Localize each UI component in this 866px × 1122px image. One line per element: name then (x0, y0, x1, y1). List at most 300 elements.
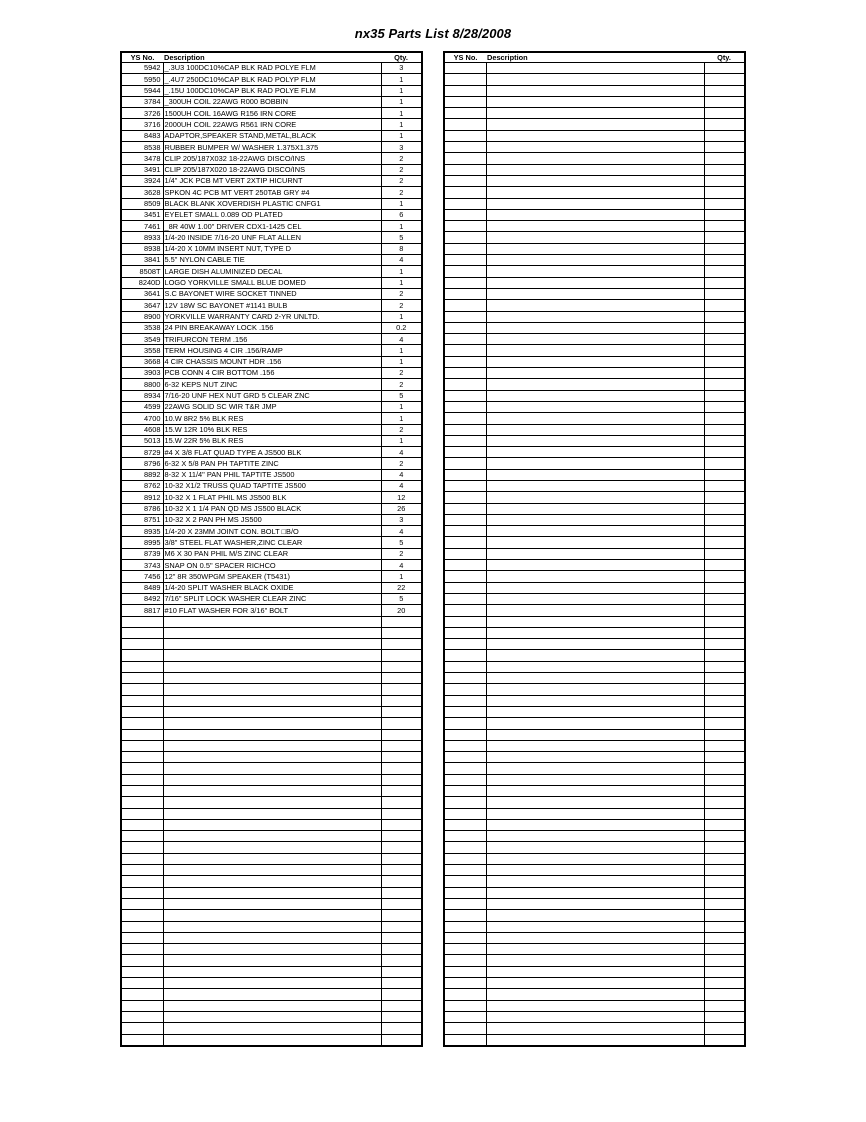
ys-no-cell (444, 108, 486, 119)
description-cell: S.C BAYONET WIRE SOCKET TINNED (163, 288, 381, 299)
qty-cell: 12 (381, 492, 422, 503)
description-cell (486, 978, 704, 989)
qty-cell: 4 (381, 447, 422, 458)
qty-cell: 1 (381, 311, 422, 322)
description-cell (163, 797, 381, 808)
ys-no-cell: 3743 (121, 560, 163, 571)
empty-row (444, 458, 745, 469)
qty-cell (704, 401, 745, 412)
description-cell (486, 379, 704, 390)
table-row (121, 480, 422, 491)
ys-no-cell (121, 763, 163, 774)
description-cell (486, 480, 704, 491)
qty-cell: 2 (381, 187, 422, 198)
description-cell (486, 706, 704, 717)
description-cell (163, 944, 381, 955)
ys-no-cell (444, 695, 486, 706)
description-cell: 6-32 KEPS NUT ZINC (163, 379, 381, 390)
description-cell (486, 774, 704, 785)
qty-cell (704, 639, 745, 650)
description-cell: 10-32 X 2 PAN PH MS JS500 (163, 514, 381, 525)
qty-cell (704, 424, 745, 435)
description-cell (163, 774, 381, 785)
empty-row (444, 797, 745, 808)
qty-cell (381, 966, 422, 977)
qty-cell (381, 616, 422, 627)
empty-row (444, 695, 745, 706)
description-cell (486, 401, 704, 412)
ys-no-cell (444, 842, 486, 853)
empty-row (121, 786, 422, 797)
qty-cell: 1 (381, 221, 422, 232)
empty-row (444, 1011, 745, 1022)
ys-no-cell (444, 345, 486, 356)
table-row (121, 345, 422, 356)
qty-cell (704, 842, 745, 853)
ys-no-cell: 3668 (121, 356, 163, 367)
qty-cell: 5 (381, 232, 422, 243)
description-cell (486, 368, 704, 379)
ys-no-cell: 8934 (121, 390, 163, 401)
qty-cell (381, 729, 422, 740)
table-row (121, 368, 422, 379)
ys-no-cell (121, 673, 163, 684)
ys-no-cell (444, 187, 486, 198)
ys-no-cell (121, 910, 163, 921)
ys-no-cell (444, 503, 486, 514)
qty-cell (704, 560, 745, 571)
parts-table-left (120, 51, 423, 1047)
empty-row (444, 921, 745, 932)
ys-no-cell (121, 740, 163, 751)
ys-no-cell (444, 401, 486, 412)
description-cell (486, 514, 704, 525)
qty-cell (704, 548, 745, 559)
empty-row (121, 842, 422, 853)
qty-cell (704, 582, 745, 593)
description-cell (163, 695, 381, 706)
empty-row (444, 63, 745, 74)
empty-row (444, 955, 745, 966)
ys-no-cell (121, 898, 163, 909)
description-cell (163, 1034, 381, 1046)
ys-no-cell (444, 153, 486, 164)
ys-no-cell: 5950 (121, 74, 163, 85)
description-cell: _300UH COIL 22AWG R000 BOBBIN (163, 96, 381, 107)
qty-cell (704, 311, 745, 322)
qty-cell: 22 (381, 582, 422, 593)
ys-no-cell (444, 266, 486, 277)
description-cell (163, 989, 381, 1000)
qty-cell: 2 (381, 368, 422, 379)
ys-no-cell: 3538 (121, 322, 163, 333)
ys-no-cell (444, 1023, 486, 1034)
ys-no-cell (444, 142, 486, 153)
description-cell (486, 435, 704, 446)
empty-row (444, 447, 745, 458)
ys-no-cell (444, 989, 486, 1000)
qty-cell (704, 85, 745, 96)
description-cell (486, 944, 704, 955)
parts-table-right-body (444, 63, 745, 1046)
description-cell (163, 831, 381, 842)
description-cell (163, 729, 381, 740)
qty-cell (381, 978, 422, 989)
ys-no-cell (444, 480, 486, 491)
description-cell (486, 322, 704, 333)
description-cell: 10-32 X1/2 TRUSS QUAD TAPTITE JS500 (163, 480, 381, 491)
table-row (121, 413, 422, 424)
qty-cell: 1 (381, 277, 422, 288)
description-cell: SNAP ON 0.5" SPACER RICHCO (163, 560, 381, 571)
qty-cell (704, 978, 745, 989)
ys-no-cell (444, 458, 486, 469)
description-cell (486, 932, 704, 943)
ys-no-cell (121, 978, 163, 989)
ys-no-header: YS No. (121, 52, 163, 63)
ys-no-cell (444, 492, 486, 503)
empty-row (121, 661, 422, 672)
qty-cell (381, 1034, 422, 1046)
ys-no-cell (121, 887, 163, 898)
qty-cell (704, 865, 745, 876)
qty-cell (381, 718, 422, 729)
empty-row (444, 718, 745, 729)
ys-no-cell (121, 831, 163, 842)
empty-row (444, 639, 745, 650)
description-cell: _.15U 100DC10%CAP BLK RAD POLYE FLM (163, 85, 381, 96)
qty-cell: 2 (381, 153, 422, 164)
empty-row (444, 887, 745, 898)
ys-no-cell (444, 627, 486, 638)
ys-no-cell (444, 786, 486, 797)
qty-cell (381, 740, 422, 751)
empty-row (444, 503, 745, 514)
empty-row (121, 797, 422, 808)
description-cell (486, 130, 704, 141)
description-cell (486, 684, 704, 695)
qty-cell (704, 447, 745, 458)
description-cell (163, 740, 381, 751)
description-cell (486, 921, 704, 932)
qty-cell: 1 (381, 85, 422, 96)
ys-no-cell: 8508T (121, 266, 163, 277)
ys-no-cell (444, 955, 486, 966)
description-cell: 4 CIR CHASSIS MOUNT HDR .156 (163, 356, 381, 367)
empty-row (121, 684, 422, 695)
ys-no-cell: 3628 (121, 187, 163, 198)
ys-no-cell (121, 808, 163, 819)
description-cell (486, 85, 704, 96)
ys-no-cell (444, 379, 486, 390)
ys-no-cell (444, 255, 486, 266)
qty-cell (381, 1000, 422, 1011)
qty-cell (704, 718, 745, 729)
empty-row (444, 944, 745, 955)
empty-row (121, 627, 422, 638)
ys-no-cell (121, 695, 163, 706)
table-row (121, 232, 422, 243)
empty-row (444, 401, 745, 412)
table-row (121, 401, 422, 412)
qty-cell: 1 (381, 435, 422, 446)
ys-no-cell (444, 865, 486, 876)
qty-header: Qty. (381, 52, 422, 63)
ys-no-cell (121, 718, 163, 729)
ys-no-cell (444, 684, 486, 695)
description-cell (486, 413, 704, 424)
ys-no-cell (444, 424, 486, 435)
description-cell: 10-32 X 1 1/4 PAN QD MS JS500 BLACK (163, 503, 381, 514)
description-cell: TERM HOUSING 4 CIR .156/RAMP (163, 345, 381, 356)
description-cell (486, 74, 704, 85)
description-header: Description (163, 52, 381, 63)
description-cell (486, 232, 704, 243)
empty-row (444, 808, 745, 819)
description-cell (486, 989, 704, 1000)
description-cell: EYELET SMALL 0.089 OD PLATED (163, 209, 381, 220)
ys-no-cell (444, 322, 486, 333)
qty-cell: 8 (381, 243, 422, 254)
table-header-row (444, 52, 745, 63)
description-cell (163, 616, 381, 627)
description-cell (486, 209, 704, 220)
qty-cell (381, 673, 422, 684)
qty-cell (704, 605, 745, 616)
empty-row (121, 650, 422, 661)
empty-row (444, 819, 745, 830)
description-cell (163, 921, 381, 932)
description-cell (163, 910, 381, 921)
qty-cell (704, 673, 745, 684)
empty-row (121, 966, 422, 977)
ys-no-cell (444, 718, 486, 729)
table-row (121, 221, 422, 232)
ys-no-cell: 8796 (121, 458, 163, 469)
qty-cell: 4 (381, 480, 422, 491)
ys-no-cell (444, 300, 486, 311)
description-cell (486, 255, 704, 266)
description-cell (163, 819, 381, 830)
qty-cell (704, 537, 745, 548)
description-cell (486, 288, 704, 299)
empty-row (444, 119, 745, 130)
empty-row (121, 1023, 422, 1034)
description-cell (163, 876, 381, 887)
ys-no-cell (121, 786, 163, 797)
table-row (121, 85, 422, 96)
ys-no-cell (444, 198, 486, 209)
description-cell (486, 605, 704, 616)
qty-cell (704, 944, 745, 955)
empty-row (121, 955, 422, 966)
ys-no-cell (444, 277, 486, 288)
description-cell (486, 740, 704, 751)
qty-cell (381, 955, 422, 966)
ys-no-cell: 3549 (121, 334, 163, 345)
ys-no-cell: 8892 (121, 469, 163, 480)
ys-no-cell (444, 390, 486, 401)
empty-row (444, 571, 745, 582)
ys-no-cell (444, 311, 486, 322)
table-row (121, 514, 422, 525)
empty-row (444, 774, 745, 785)
qty-cell (704, 797, 745, 808)
empty-row (444, 379, 745, 390)
ys-no-cell (444, 650, 486, 661)
ys-no-cell (444, 774, 486, 785)
table-row (121, 571, 422, 582)
table-row (121, 537, 422, 548)
empty-row (121, 1000, 422, 1011)
empty-row (444, 255, 745, 266)
ys-no-cell: 3558 (121, 345, 163, 356)
empty-row (444, 853, 745, 864)
description-cell (486, 334, 704, 345)
description-cell (486, 966, 704, 977)
table-row (121, 492, 422, 503)
qty-cell (381, 910, 422, 921)
table-row (121, 435, 422, 446)
empty-row (121, 831, 422, 842)
ys-no-cell (444, 243, 486, 254)
qty-cell: 4 (381, 469, 422, 480)
ys-no-cell: 8751 (121, 514, 163, 525)
qty-cell (704, 108, 745, 119)
empty-row (444, 932, 745, 943)
ys-no-cell (121, 774, 163, 785)
table-row (121, 424, 422, 435)
ys-no-cell: 8786 (121, 503, 163, 514)
ys-no-cell: 3716 (121, 119, 163, 130)
ys-no-cell: 8800 (121, 379, 163, 390)
ys-no-cell (444, 514, 486, 525)
ys-no-cell (444, 729, 486, 740)
qty-cell: 1 (381, 108, 422, 119)
ys-no-cell (444, 853, 486, 864)
page-title: nx35 Parts List 8/28/2008 (354, 26, 512, 41)
ys-no-cell: 8240D (121, 277, 163, 288)
description-cell (163, 853, 381, 864)
table-header-row (121, 52, 422, 63)
table-row (121, 334, 422, 345)
table-row (121, 243, 422, 254)
empty-row (444, 368, 745, 379)
empty-row (121, 989, 422, 1000)
description-cell: 12V 18W SC BAYONET #1141 BULB (163, 300, 381, 311)
ys-no-cell: 5942 (121, 63, 163, 74)
empty-row (444, 966, 745, 977)
qty-cell (704, 706, 745, 717)
qty-cell (704, 650, 745, 661)
ys-no-cell (444, 831, 486, 842)
ys-no-cell: 7456 (121, 571, 163, 582)
description-cell (486, 797, 704, 808)
empty-row (121, 718, 422, 729)
table-row (121, 526, 422, 537)
ys-no-cell (444, 819, 486, 830)
ys-no-cell (121, 1023, 163, 1034)
ys-no-cell: 3841 (121, 255, 163, 266)
qty-cell (381, 808, 422, 819)
qty-cell (704, 300, 745, 311)
description-cell (486, 142, 704, 153)
description-cell: #10 FLAT WASHER FOR 3/16" BOLT (163, 605, 381, 616)
qty-cell (381, 1011, 422, 1022)
empty-row (444, 130, 745, 141)
empty-row (444, 684, 745, 695)
table-row (121, 322, 422, 333)
empty-row (444, 266, 745, 277)
empty-row (444, 673, 745, 684)
description-cell (486, 447, 704, 458)
qty-cell: 0.2 (381, 322, 422, 333)
qty-cell (704, 921, 745, 932)
empty-row (444, 548, 745, 559)
ys-no-cell: 8938 (121, 243, 163, 254)
empty-row (444, 1023, 745, 1034)
description-cell (486, 300, 704, 311)
table-row (121, 63, 422, 74)
qty-cell (381, 842, 422, 853)
ys-no-cell (444, 334, 486, 345)
table-row (121, 96, 422, 107)
empty-row (121, 978, 422, 989)
description-cell (163, 887, 381, 898)
qty-cell (381, 898, 422, 909)
ys-no-cell (444, 582, 486, 593)
description-cell: 7/16" SPLIT LOCK WASHER CLEAR ZINC (163, 593, 381, 604)
qty-cell (704, 774, 745, 785)
ys-no-cell: 3924 (121, 175, 163, 186)
ys-no-cell (444, 130, 486, 141)
table-row (121, 379, 422, 390)
description-cell (486, 548, 704, 559)
description-cell (486, 1011, 704, 1022)
description-cell (486, 458, 704, 469)
description-cell: PCB CONN 4 CIR BOTTOM .156 (163, 368, 381, 379)
ys-no-cell (444, 288, 486, 299)
description-cell (486, 560, 704, 571)
description-cell (486, 639, 704, 650)
description-cell: _.4U7 250DC10%CAP BLK RAD POLYP FLM (163, 74, 381, 85)
description-cell (163, 1011, 381, 1022)
description-cell: _8R 40W 1.00" DRIVER CDX1-1425 CEL (163, 221, 381, 232)
qty-cell (381, 865, 422, 876)
empty-row (444, 616, 745, 627)
ys-no-cell: 4599 (121, 401, 163, 412)
empty-row (444, 164, 745, 175)
empty-row (444, 752, 745, 763)
ys-no-cell: 8489 (121, 582, 163, 593)
ys-no-cell (444, 1000, 486, 1011)
empty-row (444, 978, 745, 989)
description-cell: 1/4-20 X 10MM INSERT NUT, TYPE D (163, 243, 381, 254)
qty-cell: 2 (381, 175, 422, 186)
empty-row (444, 413, 745, 424)
qty-cell (704, 932, 745, 943)
empty-row (444, 142, 745, 153)
description-cell: 15.W 12R 10% BLK RES (163, 424, 381, 435)
description-cell (486, 752, 704, 763)
ys-no-cell (444, 706, 486, 717)
description-cell (486, 853, 704, 864)
qty-cell (704, 255, 745, 266)
qty-cell (704, 119, 745, 130)
description-cell: BLACK BLANK XOVERDISH PLASTIC CNFG1 (163, 198, 381, 209)
qty-cell (381, 819, 422, 830)
qty-cell: 1 (381, 266, 422, 277)
